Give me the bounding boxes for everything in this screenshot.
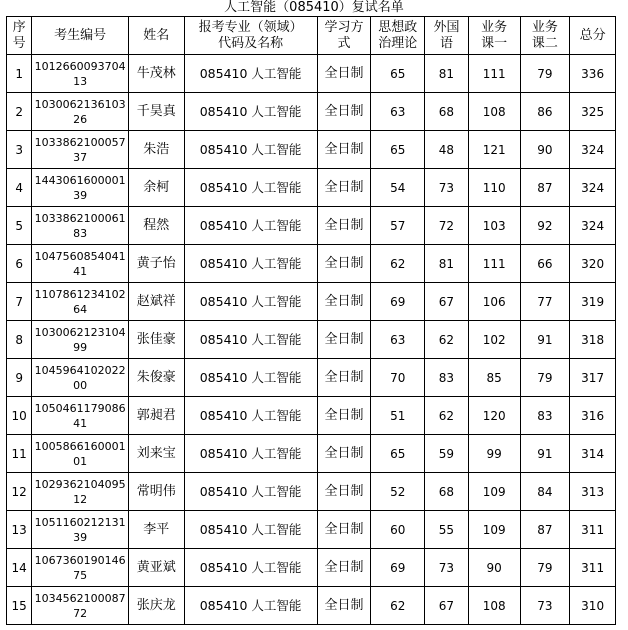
- cell-study-mode: 全日制: [317, 283, 371, 321]
- cell-major: 085410 人工智能: [184, 131, 317, 169]
- cell-study-mode: 全日制: [317, 435, 371, 473]
- table-row: [7, 587, 616, 625]
- cell-name: 张庆龙: [128, 587, 184, 625]
- cell-seq: 11: [7, 435, 32, 473]
- cell-candidate-id: 103006213610326: [32, 93, 128, 131]
- cell-course-two: 90: [520, 131, 570, 169]
- cell-course-two: 73: [520, 587, 570, 625]
- cell-politics: 70: [371, 359, 425, 397]
- cell-foreign-language: 59: [425, 435, 469, 473]
- cell-total: 311: [570, 549, 616, 587]
- cell-study-mode: 全日制: [317, 511, 371, 549]
- header-major-line1: 报考专业（领域）: [198, 19, 303, 35]
- cell-seq: 15: [7, 587, 32, 625]
- cell-foreign-language: 62: [425, 321, 469, 359]
- cell-candidate-id: 105116021213139: [32, 511, 128, 549]
- cell-foreign-language: 81: [425, 55, 469, 93]
- cell-major: 085410 人工智能: [184, 55, 317, 93]
- table-body: [7, 55, 616, 625]
- cell-total: 310: [570, 587, 616, 625]
- header-course-two-line2: 课二: [531, 35, 558, 51]
- cell-total: 318: [570, 321, 616, 359]
- cell-seq: 13: [7, 511, 32, 549]
- cell-foreign-language: 67: [425, 587, 469, 625]
- header-study-mode: [317, 17, 371, 55]
- cell-candidate-id: 103456210008772: [32, 587, 128, 625]
- cell-candidate-id: 105046117908641: [32, 397, 128, 435]
- cell-study-mode: 全日制: [317, 93, 371, 131]
- cell-candidate-id: 103006212310499: [32, 321, 128, 359]
- table-row: [7, 93, 616, 131]
- cell-study-mode: 全日制: [317, 131, 371, 169]
- cell-course-one: 108: [468, 587, 520, 625]
- header-course-two: [520, 17, 570, 55]
- cell-total: 319: [570, 283, 616, 321]
- cell-name: 刘来宝: [128, 435, 184, 473]
- table-header-row: [7, 17, 616, 55]
- cell-name: 郭昶君: [128, 397, 184, 435]
- cell-seq: 2: [7, 93, 32, 131]
- cell-major: 085410 人工智能: [184, 549, 317, 587]
- table-row: [7, 359, 616, 397]
- cell-foreign-language: 48: [425, 131, 469, 169]
- cell-name: 赵斌祥: [128, 283, 184, 321]
- cell-foreign-language: 68: [425, 473, 469, 511]
- table-row: [7, 169, 616, 207]
- cell-foreign-language: 72: [425, 207, 469, 245]
- cell-seq: 6: [7, 245, 32, 283]
- cell-name: 朱俊豪: [128, 359, 184, 397]
- cell-study-mode: 全日制: [317, 245, 371, 283]
- cell-course-one: 109: [468, 511, 520, 549]
- table-row: [7, 435, 616, 473]
- header-foreign-language: [425, 17, 469, 55]
- cell-study-mode: 全日制: [317, 359, 371, 397]
- cell-study-mode: 全日制: [317, 55, 371, 93]
- cell-candidate-id: 100586616000101: [32, 435, 128, 473]
- cell-name: 程然: [128, 207, 184, 245]
- header-major: [184, 17, 317, 55]
- cell-major: 085410 人工智能: [184, 169, 317, 207]
- cell-course-two: 79: [520, 549, 570, 587]
- header-name: [128, 17, 184, 55]
- cell-name: 常明伟: [128, 473, 184, 511]
- cell-total: 324: [570, 169, 616, 207]
- cell-major: 085410 人工智能: [184, 207, 317, 245]
- cell-course-two: 84: [520, 473, 570, 511]
- table-row: [7, 207, 616, 245]
- cell-study-mode: 全日制: [317, 207, 371, 245]
- cell-major: 085410 人工智能: [184, 93, 317, 131]
- table-row: [7, 131, 616, 169]
- cell-course-two: 92: [520, 207, 570, 245]
- cell-total: 320: [570, 245, 616, 283]
- cell-total: 316: [570, 397, 616, 435]
- cell-candidate-id: 104596410202200: [32, 359, 128, 397]
- header-study-mode-line1: 学习方: [324, 19, 364, 35]
- cell-total: 311: [570, 511, 616, 549]
- table-row: [7, 283, 616, 321]
- cell-major: 085410 人工智能: [184, 245, 317, 283]
- cell-major: 085410 人工智能: [184, 397, 317, 435]
- cell-candidate-id: 101266009370413: [32, 55, 128, 93]
- header-total-line1: 总分: [579, 27, 606, 43]
- cell-total: 325: [570, 93, 616, 131]
- cell-seq: 3: [7, 131, 32, 169]
- cell-total: 313: [570, 473, 616, 511]
- cell-foreign-language: 67: [425, 283, 469, 321]
- cell-study-mode: 全日制: [317, 587, 371, 625]
- cell-foreign-language: 62: [425, 397, 469, 435]
- cell-course-one: 121: [468, 131, 520, 169]
- cell-seq: 4: [7, 169, 32, 207]
- cell-politics: 62: [371, 587, 425, 625]
- cell-name: 朱浩: [128, 131, 184, 169]
- cell-candidate-id: 102936210409512: [32, 473, 128, 511]
- cell-seq: 5: [7, 207, 32, 245]
- cell-seq: 9: [7, 359, 32, 397]
- header-course-one-line1: 业务: [481, 19, 508, 35]
- cell-foreign-language: 73: [425, 169, 469, 207]
- cell-foreign-language: 81: [425, 245, 469, 283]
- header-politics-line2: 治理论: [378, 35, 418, 51]
- cell-politics: 52: [371, 473, 425, 511]
- cell-politics: 57: [371, 207, 425, 245]
- cell-course-one: 85: [468, 359, 520, 397]
- cell-course-one: 110: [468, 169, 520, 207]
- cell-course-two: 91: [520, 435, 570, 473]
- header-seq: [7, 17, 32, 55]
- header-total: [570, 17, 616, 55]
- cell-course-one: 90: [468, 549, 520, 587]
- cell-seq: 8: [7, 321, 32, 359]
- cell-major: 085410 人工智能: [184, 587, 317, 625]
- cell-seq: 10: [7, 397, 32, 435]
- cell-course-two: 79: [520, 359, 570, 397]
- cell-foreign-language: 83: [425, 359, 469, 397]
- header-candidate-id-line1: 考生编号: [54, 27, 107, 43]
- cell-study-mode: 全日制: [317, 397, 371, 435]
- cell-course-two: 87: [520, 169, 570, 207]
- cell-name: 黄亚斌: [128, 549, 184, 587]
- cell-study-mode: 全日制: [317, 473, 371, 511]
- cell-politics: 60: [371, 511, 425, 549]
- cell-seq: 1: [7, 55, 32, 93]
- cell-name: 李平: [128, 511, 184, 549]
- cell-name: 千昊真: [128, 93, 184, 131]
- cell-candidate-id: 103386210006183: [32, 207, 128, 245]
- cell-course-two: 77: [520, 283, 570, 321]
- header-major-line2: 代码及名称: [218, 35, 284, 51]
- cell-course-one: 99: [468, 435, 520, 473]
- retest-list-table: [6, 16, 616, 625]
- header-seq-line1: 序: [12, 19, 26, 35]
- cell-study-mode: 全日制: [317, 169, 371, 207]
- table-row: [7, 245, 616, 283]
- cell-politics: 51: [371, 397, 425, 435]
- cell-course-two: 87: [520, 511, 570, 549]
- cell-course-two: 66: [520, 245, 570, 283]
- cell-total: 314: [570, 435, 616, 473]
- table-row: [7, 397, 616, 435]
- cell-politics: 62: [371, 245, 425, 283]
- cell-seq: 7: [7, 283, 32, 321]
- cell-name: 余柯: [128, 169, 184, 207]
- cell-seq: 12: [7, 473, 32, 511]
- cell-course-two: 86: [520, 93, 570, 131]
- cell-politics: 65: [371, 435, 425, 473]
- cell-course-one: 106: [468, 283, 520, 321]
- cell-politics: 65: [371, 55, 425, 93]
- table-row: [7, 473, 616, 511]
- cell-total: 324: [570, 207, 616, 245]
- cell-politics: 54: [371, 169, 425, 207]
- cell-course-two: 79: [520, 55, 570, 93]
- cell-foreign-language: 55: [425, 511, 469, 549]
- cell-course-one: 120: [468, 397, 520, 435]
- cell-major: 085410 人工智能: [184, 435, 317, 473]
- cell-course-one: 102: [468, 321, 520, 359]
- header-seq-line2: 号: [12, 35, 26, 51]
- cell-candidate-id: 104756085404141: [32, 245, 128, 283]
- cell-course-one: 103: [468, 207, 520, 245]
- cell-name: 张佳豪: [128, 321, 184, 359]
- cell-course-two: 91: [520, 321, 570, 359]
- cell-name: 牛茂林: [128, 55, 184, 93]
- cell-candidate-id: 110786123410264: [32, 283, 128, 321]
- cell-major: 085410 人工智能: [184, 511, 317, 549]
- cell-study-mode: 全日制: [317, 321, 371, 359]
- cell-major: 085410 人工智能: [184, 283, 317, 321]
- header-foreign-language-line1: 外国: [433, 19, 460, 35]
- cell-course-one: 111: [468, 55, 520, 93]
- table-row: [7, 321, 616, 359]
- header-politics-line1: 思想政: [378, 19, 418, 35]
- cell-course-one: 109: [468, 473, 520, 511]
- cell-total: 317: [570, 359, 616, 397]
- table-row: [7, 549, 616, 587]
- cell-course-one: 111: [468, 245, 520, 283]
- table-row: [7, 511, 616, 549]
- cell-foreign-language: 68: [425, 93, 469, 131]
- cell-course-two: 83: [520, 397, 570, 435]
- header-foreign-language-line2: 语: [439, 35, 453, 51]
- header-name-line1: 姓名: [143, 27, 170, 43]
- document-title: 人工智能（085410）复试名单: [224, 0, 404, 15]
- cell-politics: 65: [371, 131, 425, 169]
- header-study-mode-line2: 式: [337, 35, 351, 51]
- cell-politics: 69: [371, 549, 425, 587]
- cell-major: 085410 人工智能: [184, 321, 317, 359]
- header-course-one: [468, 17, 520, 55]
- cell-study-mode: 全日制: [317, 549, 371, 587]
- header-course-one-line2: 课一: [481, 35, 508, 51]
- cell-foreign-language: 73: [425, 549, 469, 587]
- cell-politics: 63: [371, 93, 425, 131]
- cell-candidate-id: 144306160000139: [32, 169, 128, 207]
- cell-course-one: 108: [468, 93, 520, 131]
- cell-candidate-id: 103386210005737: [32, 131, 128, 169]
- cell-politics: 69: [371, 283, 425, 321]
- header-candidate-id: [32, 17, 128, 55]
- cell-major: 085410 人工智能: [184, 359, 317, 397]
- cell-candidate-id: 106736019014675: [32, 549, 128, 587]
- cell-politics: 63: [371, 321, 425, 359]
- cell-total: 324: [570, 131, 616, 169]
- cell-seq: 14: [7, 549, 32, 587]
- header-politics: [371, 17, 425, 55]
- header-course-two-line1: 业务: [531, 19, 558, 35]
- cell-total: 336: [570, 55, 616, 93]
- cell-name: 黄子怡: [128, 245, 184, 283]
- table-row: [7, 55, 616, 93]
- cell-major: 085410 人工智能: [184, 473, 317, 511]
